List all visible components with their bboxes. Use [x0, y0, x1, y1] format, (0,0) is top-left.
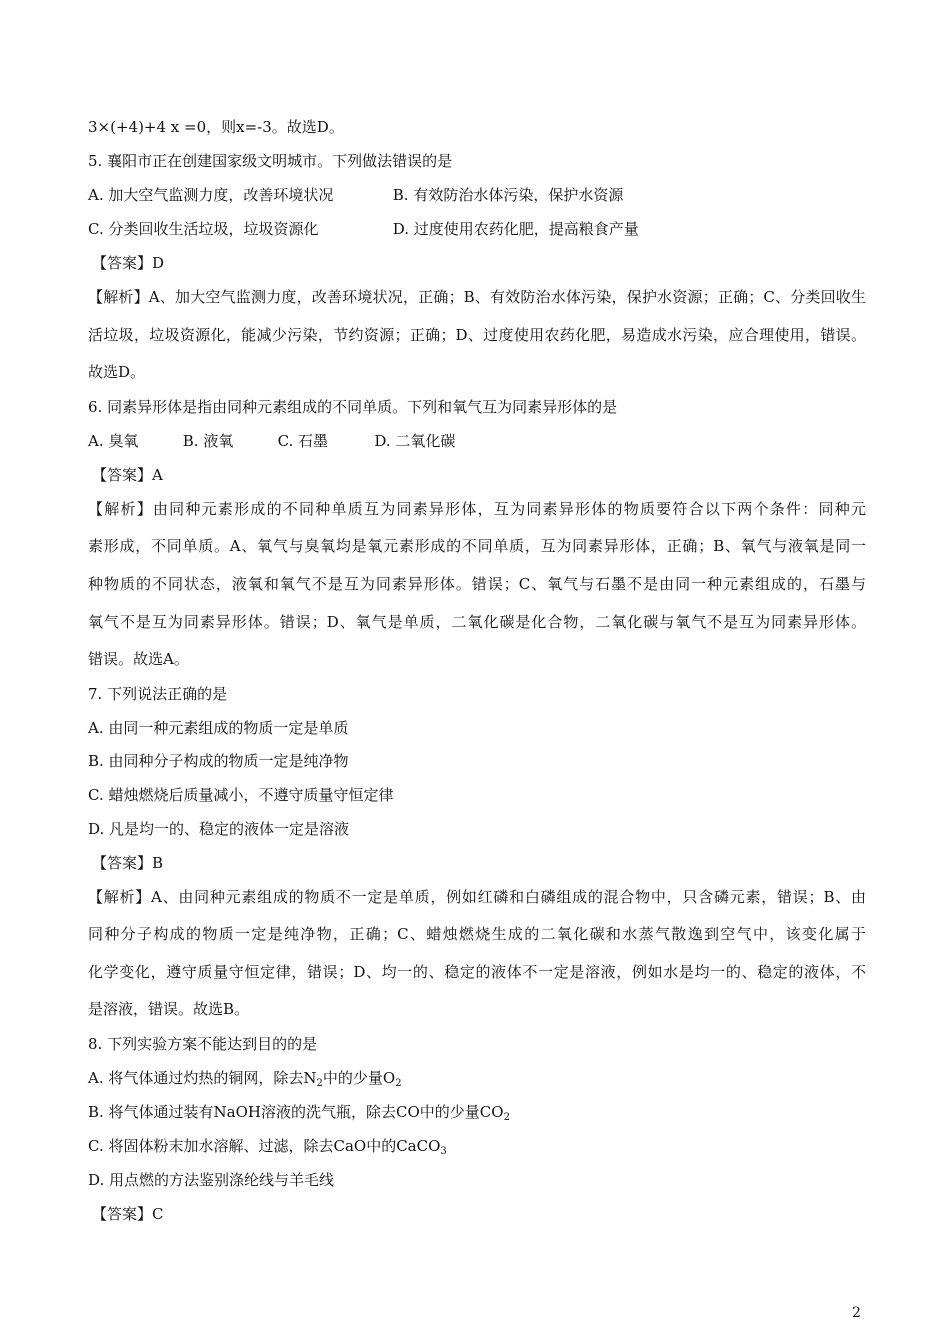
q6-option-a: A. 臭氧: [88, 432, 139, 450]
q7-option-b: B. 由同种分子构成的物质一定是纯净物: [88, 752, 349, 770]
q8-option-b: [88, 1102, 866, 1122]
q8-answer: 【答案】C: [92, 1205, 164, 1223]
q7-explanation-line4: 是溶液，错误。故选B。: [88, 1000, 250, 1018]
q8-option-c-sub: 3: [440, 1146, 447, 1157]
q6-options: [88, 431, 866, 451]
q6-stem: 6. 同素异形体是指由同种元素组成的不同单质。下列和氧气互为同素异形体的是: [88, 398, 618, 416]
q6-explanation-line3: 种物质的不同状态，液氧和氧气不是互为同素异形体。错误；C、氧气与石墨不是由同一种元素组成的，石墨与: [88, 575, 866, 593]
q8-option-a-sub2: 2: [395, 1078, 402, 1089]
q8-option-a-text: A. 将气体通过灼热的铜网，除去N: [88, 1069, 317, 1087]
q5-explanation-line2: 活垃圾，垃圾资源化，能减少污染，节约资源；正确；D、过度使用农药化肥，易造成水污染，应合理使用，错误。: [88, 326, 866, 344]
q7-explanation-line1: 【解析】A、由同种元素组成的物质不一定是单质，例如红磷和白磷组成的混合物中，只含磷元素，错误；B、由: [88, 888, 866, 906]
q8-option-b-sub: 2: [503, 1112, 510, 1123]
q5-explanation-line1: 【解析】A、加大空气监测力度，改善环境状况，正确；B、有效防治水体污染，保护水资源；正确；C、分类回收生: [88, 288, 866, 306]
q5-stem: 5. 襄阳市正在创建国家级文明城市。下列做法错误的是: [88, 152, 453, 170]
q8-option-a-mid: 中的少量O: [322, 1069, 396, 1087]
q6-option-d: D. 二氧化碳: [374, 432, 456, 450]
q7-answer: 【答案】B: [92, 854, 164, 872]
q5-answer: 【答案】D: [92, 254, 165, 272]
q6-explanation-line5: 错误。故选A。: [88, 650, 189, 668]
q7-explanation-line2: 同种分子构成的物质一定是纯净物，正确；C、蜡烛燃烧生成的二氧化碳和水蒸气散逸到空气中，该变化属于: [88, 925, 866, 943]
q8-option-c: [88, 1136, 866, 1156]
q8-option-d: D. 用点燃的方法鉴别涤纶线与羊毛线: [88, 1171, 335, 1189]
q8-option-a: [88, 1068, 866, 1088]
q8-option-a-sub1: 2: [316, 1078, 323, 1089]
q5-options-row1: [88, 185, 866, 205]
q4-explanation-tail: 3×(+4)+4 x =0，则x=-3。故选D。: [88, 118, 344, 136]
q5-option-a: A. 加大空气监测力度，改善环境状况: [88, 186, 334, 204]
q7-option-d: D. 凡是均一的、稳定的液体一定是溶液: [88, 820, 350, 838]
q7-option-c: C. 蜡烛燃烧后质量减小，不遵守质量守恒定律: [88, 786, 394, 804]
q8-option-b-text: B. 将气体通过装有NaOH溶液的洗气瓶，除去CO中的少量CO: [88, 1103, 504, 1121]
q6-explanation-line4: 氧气不是互为同素异形体。错误；D、氧气是单质，二氧化碳是化合物，二氧化碳与氧气不是互为同素异形体。: [88, 613, 866, 631]
q5-option-b: B. 有效防治水体污染，保护水资源: [392, 186, 624, 204]
q5-option-d: D. 过度使用农药化肥，提高粮食产量: [392, 220, 639, 238]
q6-option-c: C. 石墨: [277, 432, 329, 450]
q7-explanation-line3: 化学变化，遵守质量守恒定律，错误；D、均一的、稳定的液体不一定是溶液，例如水是均一的、稳定的液体，不: [88, 963, 866, 981]
q7-option-a: A. 由同一种元素组成的物质一定是单质: [88, 719, 349, 737]
q5-option-c: C. 分类回收生活垃圾，垃圾资源化: [88, 220, 319, 238]
q7-stem: 7. 下列说法正确的是: [88, 685, 228, 703]
q6-explanation-line2: 素形成，不同单质。A、氧气与臭氧均是氧元素形成的不同单质，互为同素异形体，正确；B、氧气与液氧是同一: [88, 537, 866, 555]
page-number: 2: [852, 1305, 861, 1321]
q6-answer: 【答案】A: [92, 466, 163, 484]
q6-option-b: B. 液氧: [182, 432, 234, 450]
q6-explanation-line1: 【解析】由同种元素形成的不同种单质互为同素异形体，互为同素异形体的物质要符合以下两个条件：同种元: [88, 500, 866, 518]
q8-option-c-text: C. 将固体粉末加水溶解、过滤，除去CaO中的CaCO: [88, 1137, 441, 1155]
q5-explanation-line3: 故选D。: [88, 363, 146, 381]
q8-stem: 8. 下列实验方案不能达到目的的是: [88, 1035, 318, 1053]
q5-options-row2: [88, 219, 866, 239]
